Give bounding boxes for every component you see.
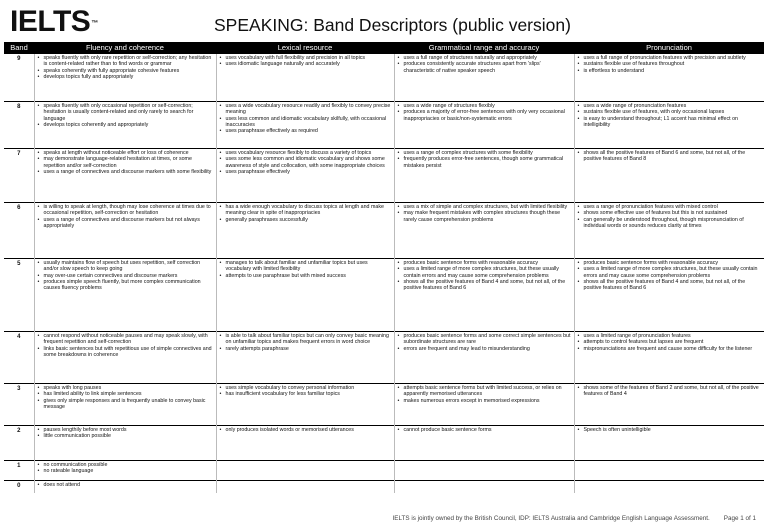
descriptor-item: • produces basic sentence forms with reasonable accuracy [577,260,763,266]
descriptor-item: • shows all the positive features of Band 4 and some, but not all, of the positive features of Band 6 [577,279,763,292]
fluency-cell [34,149,216,203]
descriptor-item: • may make frequent mistakes with complex structures though these rarely cause comprehension problems [397,210,572,223]
descriptor-item: • produces basic sentence forms with reasonable accuracy [397,260,572,266]
descriptor-item: • uses vocabulary with full flexibility and precision in all topics [219,55,392,61]
fluency-descriptor-list [37,103,214,128]
table-row [4,461,764,481]
pronunciation-cell [574,102,764,149]
descriptor-item: • has limited ability to link simple sentences [37,391,214,397]
lexical-cell [216,259,394,332]
descriptor-item: • attempts basic sentence forms but with limited success, or relies on apparently memorised utterances [397,385,572,398]
lexical-cell [216,461,394,481]
table-row [4,203,764,259]
descriptor-item: • attempts to control features but lapses are frequent [577,339,763,345]
descriptor-item: • no rateable language [37,468,214,474]
trademark-mark: ™ [91,20,98,27]
descriptor-item: • errors are frequent and may lead to misunderstanding [397,346,572,352]
grammar-descriptor-list [397,385,572,404]
descriptor-item: • produces simple speech fluently, but more complex communication causes fluency problems [37,279,214,292]
logo-text: IELTS [10,5,91,38]
descriptor-item: • pauses lengthily before most words [37,427,214,433]
footer-ownership: IELTS is jointly owned by the British Council, IDP: IELTS Australia and Cambridge English Language Assessment. [392,515,710,522]
fluency-descriptor-list [37,482,214,488]
descriptor-item: • uses a limited range of pronunciation features [577,333,763,339]
descriptor-item: • shows all the positive features of Band 6 and some, but not all, of the positive features of Band 8 [577,150,763,163]
column-header-pronunciation: Pronunciation [574,42,764,54]
descriptor-item: • uses some less common and idiomatic vocabulary and shows some awareness of style and collocation, with some inappropriate choices [219,156,392,169]
descriptor-item: • uses a wide range of structures flexibly [397,103,572,109]
table-row [4,384,764,426]
lexical-cell [216,149,394,203]
pronunciation-cell [574,332,764,384]
band-number: 4 [4,332,34,384]
descriptor-item: • may demonstrate language-related hesitation at times, or some repetition and/or self-correction [37,156,214,169]
lexical-descriptor-list [219,260,392,279]
descriptor-item: • uses paraphrase effectively as required [219,128,392,134]
lexical-cell [216,481,394,493]
descriptor-item: • speaks with long pauses [37,385,214,391]
descriptor-item: • shows some of the features of Band 2 and some, but not all, of the positive features of Band 4 [577,385,763,398]
grammar-descriptor-list [397,103,572,122]
lexical-descriptor-list [219,55,392,68]
descriptor-item: • uses simple vocabulary to convey personal information [219,385,392,391]
band-number: 2 [4,426,34,461]
lexical-descriptor-list [219,150,392,175]
grammar-cell [394,149,574,203]
band-descriptors-table [4,42,764,493]
table-row [4,481,764,493]
lexical-descriptor-list [219,103,392,134]
fluency-descriptor-list [37,385,214,410]
pronunciation-descriptor-list [577,385,763,398]
descriptor-item: • uses a full range of pronunciation features with precision and subtlety [577,55,763,61]
lexical-cell [216,102,394,149]
fluency-descriptor-list [37,462,214,475]
descriptor-item: • produces a majority of error-free sentences with only very occasional inappropriacies or basic/non-systematic errors [397,109,572,122]
descriptor-item: • no communication possible [37,462,214,468]
descriptor-item: • uses a limited range of more complex structures, but these usually contain errors and may cause some comprehension problems [577,266,763,279]
band-number: 6 [4,203,34,259]
pronunciation-cell [574,54,764,102]
page-title: SPEAKING: Band Descriptors (public version) [214,15,571,35]
descriptor-item: • uses a mix of simple and complex structures, but with limited flexibility [397,204,572,210]
descriptor-item: • can generally be understood throughout, though mispronunciation of individual words or sounds reduces clarity at times [577,217,763,230]
descriptor-item: • is effortless to understand [577,68,763,74]
descriptor-item: • uses paraphrase effectively [219,169,392,175]
grammar-cell [394,384,574,426]
table-row [4,149,764,203]
table-header-row [4,42,764,54]
descriptor-item: • produces basic sentence forms and some correct simple sentences but subordinate structures are rare [397,333,572,346]
descriptor-item: • may over-use certain connectives and discourse markers [37,273,214,279]
descriptor-item: • sustains flexible use of features throughout [577,61,763,67]
pronunciation-descriptor-list [577,333,763,352]
descriptor-item: • generally paraphrases successfully [219,217,392,223]
descriptor-item: • makes numerous errors except in memorised expressions [397,398,572,404]
column-header-band: Band [4,42,34,54]
pronunciation-cell [574,384,764,426]
pronunciation-cell [574,426,764,461]
lexical-cell [216,54,394,102]
fluency-cell [34,332,216,384]
descriptor-item: • attempts to use paraphrase but with mixed success [219,273,392,279]
column-header-fluency: Fluency and coherence [34,42,216,54]
descriptor-item: • uses vocabulary resource flexibly to discuss a variety of topics [219,150,392,156]
table-body [4,54,764,493]
grammar-descriptor-list [397,260,572,291]
descriptor-item: • uses a range of pronunciation features with mixed control [577,204,763,210]
descriptor-item: • speaks coherently with fully appropriate cohesive features [37,68,214,74]
grammar-descriptor-list [397,150,572,169]
fluency-cell [34,54,216,102]
descriptor-item: • produces consistently accurate structures apart from 'slips' characteristic of native speaker speech [397,61,572,74]
lexical-descriptor-list [219,204,392,223]
column-header-lexical: Lexical resource [216,42,394,54]
grammar-descriptor-list [397,55,572,74]
descriptor-item: • mispronunciations are frequent and cause some difficulty for the listener [577,346,763,352]
pronunciation-descriptor-list [577,204,763,229]
grammar-cell [394,54,574,102]
fluency-cell [34,384,216,426]
descriptor-item: • cannot produce basic sentence forms [397,427,572,433]
band-number: 7 [4,149,34,203]
column-header-grammar: Grammatical range and accuracy [394,42,574,54]
pronunciation-descriptor-list [577,260,763,291]
descriptor-item: • uses a range of connectives and discourse markers with some flexibility [37,169,214,175]
descriptor-item: • uses a full range of structures naturally and appropriately [397,55,572,61]
band-number: 1 [4,461,34,481]
lexical-cell [216,384,394,426]
fluency-descriptor-list [37,55,214,80]
pronunciation-descriptor-list [577,150,763,163]
fluency-descriptor-list [37,150,214,175]
fluency-descriptor-list [37,427,214,440]
lexical-cell [216,426,394,461]
fluency-descriptor-list [37,260,214,291]
descriptor-item: • is willing to speak at length, though may lose coherence at times due to occasional repetition, self-correction or hesitation [37,204,214,217]
descriptor-item: • uses a wide vocabulary resource readily and flexibly to convey precise meaning [219,103,392,116]
descriptor-item: • uses a limited range of more complex structures, but these usually contain errors and may cause some comprehension problems [397,266,572,279]
descriptor-item: • has insufficient vocabulary for less familiar topics [219,391,392,397]
grammar-cell [394,461,574,481]
descriptor-item: • is easy to understand throughout; L1 accent has minimal effect on intelligibility [577,116,763,129]
descriptor-item: • little communication possible [37,433,214,439]
fluency-cell [34,426,216,461]
lexical-descriptor-list [219,333,392,352]
pronunciation-descriptor-list [577,103,763,128]
descriptor-item: • uses idiomatic language naturally and accurately [219,61,392,67]
fluency-cell [34,481,216,493]
pronunciation-descriptor-list [577,55,763,74]
descriptor-item: • develops topics coherently and appropriately [37,122,214,128]
grammar-cell [394,102,574,149]
descriptor-item: • uses a range of connectives and discourse markers but not always appropriately [37,217,214,230]
lexical-cell [216,203,394,259]
descriptor-item: • uses a range of complex structures with some flexibility [397,150,572,156]
descriptor-item: • speaks at length without noticeable effort or loss of coherence [37,150,214,156]
pronunciation-cell [574,149,764,203]
descriptor-item: • Speech is often unintelligible [577,427,763,433]
grammar-cell [394,426,574,461]
grammar-cell [394,481,574,493]
pronunciation-descriptor-list [577,427,763,433]
pronunciation-cell [574,259,764,332]
page-footer [379,515,756,522]
pronunciation-cell [574,203,764,259]
descriptor-item: • develops topics fully and appropriately [37,74,214,80]
descriptor-item: • shows some effective use of features but this is not sustained [577,210,763,216]
pronunciation-cell [574,461,764,481]
table-row [4,54,764,102]
band-number: 9 [4,54,34,102]
descriptor-item: • speaks fluently with only rare repetition or self-correction; any hesitation is content-related rather than to find words or grammar [37,55,214,68]
descriptor-item: • frequently produces error-free sentences, though some grammatical mistakes persist [397,156,572,169]
fluency-descriptor-list [37,204,214,229]
band-number: 3 [4,384,34,426]
descriptor-item: • has a wide enough vocabulary to discuss topics at length and make meaning clear in spite of inappropriacies [219,204,392,217]
descriptor-item: • uses a wide range of pronunciation features [577,103,763,109]
grammar-descriptor-list [397,204,572,223]
lexical-descriptor-list [219,385,392,398]
table-row [4,259,764,332]
descriptor-item: • links basic sentences but with repetitious use of simple connectives and some breakdowns in coherence [37,346,214,359]
lexical-descriptor-list [219,427,392,433]
band-number: 0 [4,481,34,493]
descriptor-item: • rarely attempts paraphrase [219,346,392,352]
descriptor-item: • only produces isolated words or memorised utterances [219,427,392,433]
fluency-cell [34,461,216,481]
pronunciation-cell [574,481,764,493]
descriptor-item: • is able to talk about familiar topics but can only convey basic meaning on unfamiliar topics and makes frequent errors in word choice [219,333,392,346]
fluency-cell [34,203,216,259]
grammar-cell [394,259,574,332]
fluency-descriptor-list [37,333,214,358]
descriptor-item: • cannot respond without noticeable pauses and may speak slowly, with frequent repetition and self-correction [37,333,214,346]
descriptor-item: • usually maintains flow of speech but uses repetition, self correction and/or slow speech to keep going [37,260,214,273]
grammar-cell [394,203,574,259]
grammar-descriptor-list [397,333,572,352]
descriptor-item: • shows all the positive features of Band 4 and some, but not all, of the positive features of Band 6 [397,279,572,292]
grammar-descriptor-list [397,427,572,433]
descriptor-item: • sustains flexible use of features, with only occasional lapses [577,109,763,115]
band-number: 8 [4,102,34,149]
ielts-logo [10,6,98,38]
lexical-cell [216,332,394,384]
descriptor-item: • does not attend [37,482,214,488]
footer-page-number: Page 1 of 1 [723,515,756,522]
table-row [4,426,764,461]
descriptor-item: • uses less common and idiomatic vocabulary skilfully, with occasional inaccuracies [219,116,392,129]
table-row [4,332,764,384]
descriptor-item: • gives only simple responses and is frequently unable to convey basic message [37,398,214,411]
grammar-cell [394,332,574,384]
table-row [4,102,764,149]
descriptor-item: • speaks fluently with only occasional repetition or self-correction; hesitation is usually content-related and only rarely to search for language [37,103,214,122]
band-number: 5 [4,259,34,332]
fluency-cell [34,102,216,149]
page-header [6,4,762,40]
descriptor-item: • manages to talk about familiar and unfamiliar topics but uses vocabulary with limited flexibility [219,260,392,273]
fluency-cell [34,259,216,332]
